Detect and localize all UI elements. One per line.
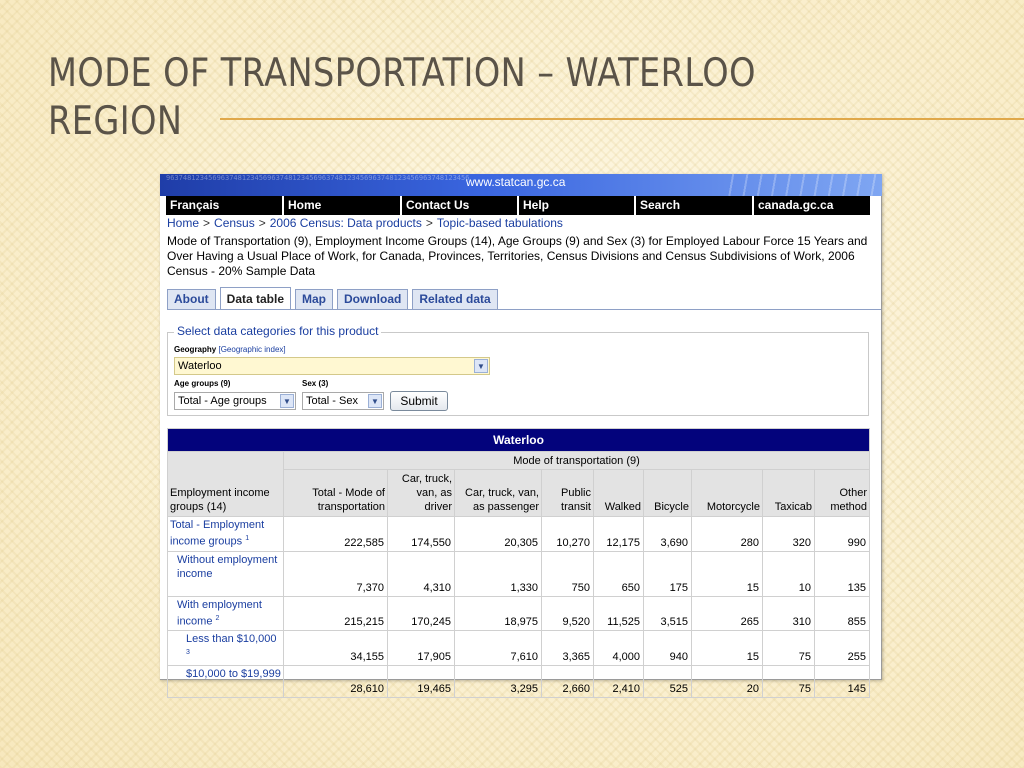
table-cell: 34,155 [284, 631, 388, 666]
product-title: Mode of Transportation (9), Employment Income Groups (14), Age Groups (9) and Sex (3) for Employed Labour Force 15 Years and Over Having a Usual Place of Work, for Canada, Provinces, Territories, Census Divisions and Census Subdivisions of Work, 2006 Census - 20% Sample Data [167, 234, 868, 278]
nav-search[interactable]: Search [636, 196, 754, 215]
column-header: Public transit [542, 470, 594, 517]
age-groups-select-value: Total - Age groups [178, 395, 267, 407]
table-cell: 222,585 [284, 517, 388, 552]
age-groups-select[interactable] [174, 392, 296, 410]
nav-help[interactable]: Help [519, 196, 636, 215]
column-header: Motorcycle [692, 470, 763, 517]
geography-label [174, 345, 286, 354]
row-label[interactable] [168, 631, 284, 666]
transportation-data-table [167, 428, 870, 698]
table-cell: 2,410 [594, 665, 644, 697]
table-cell: 3,295 [455, 665, 542, 697]
data-category-selector [167, 324, 869, 416]
table-cell: 18,975 [455, 596, 542, 631]
column-header: Total - Mode of transportation [284, 470, 388, 517]
table-cell: 75 [763, 631, 815, 666]
table-cell: 1,330 [455, 551, 542, 596]
breadcrumb-census[interactable]: Census [214, 216, 255, 230]
column-header: Taxicab [763, 470, 815, 517]
table-cell: 940 [644, 631, 692, 666]
statcan-banner [160, 174, 882, 196]
table-cell: 215,215 [284, 596, 388, 631]
table-cell: 7,610 [455, 631, 542, 666]
breadcrumb-separator: > [425, 216, 433, 230]
tab-about[interactable]: About [167, 289, 216, 309]
chevron-down-icon: ▼ [474, 359, 488, 373]
table-cell: 990 [815, 517, 870, 552]
table-row [168, 631, 870, 666]
table-cell: 11,525 [594, 596, 644, 631]
table-cell: 750 [542, 551, 594, 596]
tab-underline [167, 309, 881, 310]
table-cell: 4,000 [594, 631, 644, 666]
table-cell: 15 [692, 631, 763, 666]
sex-select[interactable] [302, 392, 384, 410]
chevron-down-icon: ▼ [368, 394, 382, 408]
breadcrumb-separator: > [203, 216, 211, 230]
column-header: Other method [815, 470, 870, 517]
table-cell: 310 [763, 596, 815, 631]
tab-data-table[interactable]: Data table [220, 287, 291, 309]
nav-contact-us[interactable]: Contact Us [402, 196, 519, 215]
row-label[interactable] [168, 596, 284, 631]
table-cell: 855 [815, 596, 870, 631]
tab-related-data[interactable]: Related data [412, 289, 497, 309]
table-row [168, 551, 870, 596]
row-label-text: Without employment income [177, 553, 278, 580]
table-geography-header: Waterloo [168, 429, 870, 452]
table-cell: 12,175 [594, 517, 644, 552]
table-cell: 75 [763, 665, 815, 697]
table-cell: 175 [644, 551, 692, 596]
table-cell: 10 [763, 551, 815, 596]
breadcrumb-data-products[interactable]: 2006 Census: Data products [269, 216, 422, 230]
sex-label: Sex (3) [302, 379, 329, 388]
table-cell: 265 [692, 596, 763, 631]
row-label[interactable] [168, 665, 284, 697]
footnote-marker[interactable]: 1 [245, 535, 250, 542]
breadcrumb-home[interactable]: Home [167, 216, 200, 230]
chevron-down-icon: ▼ [280, 394, 294, 408]
top-navigation [166, 196, 870, 215]
row-label-text: $10,000 to $19,999 [186, 667, 281, 680]
table-cell: 15 [692, 551, 763, 596]
nav-francais[interactable]: Français [166, 196, 284, 215]
footnote-marker[interactable]: 3 [186, 649, 190, 657]
breadcrumb [167, 216, 563, 230]
breadcrumb-topic-tabulations[interactable]: Topic-based tabulations [436, 216, 563, 230]
title-divider [220, 118, 1024, 120]
table-cell: 19,465 [388, 665, 455, 697]
table-cell: 135 [815, 551, 870, 596]
sex-select-value: Total - Sex [306, 395, 358, 407]
table-cell: 28,610 [284, 665, 388, 697]
table-cell: 280 [692, 517, 763, 552]
table-cell: 9,520 [542, 596, 594, 631]
row-label-text: With employment income [177, 598, 262, 628]
table-cell: 7,370 [284, 551, 388, 596]
selector-legend: Select data categories for this product [174, 324, 381, 338]
table-cell: 145 [815, 665, 870, 697]
footnote-marker[interactable]: 2 [215, 614, 220, 622]
tab-map[interactable]: Map [295, 289, 333, 309]
tab-bar [167, 289, 502, 309]
table-cell: 3,365 [542, 631, 594, 666]
breadcrumb-separator: > [258, 216, 266, 230]
geography-label-text: Geography [174, 345, 217, 354]
row-label[interactable] [168, 517, 284, 552]
tab-download[interactable]: Download [337, 289, 408, 309]
banner-decoration [720, 174, 882, 196]
stub-header: Employment income groups (14) [168, 452, 284, 517]
table-cell: 20 [692, 665, 763, 697]
submit-button[interactable]: Submit [390, 391, 448, 411]
table-cell: 20,305 [455, 517, 542, 552]
browser-screenshot [160, 174, 882, 695]
table-cell: 3,690 [644, 517, 692, 552]
geography-select[interactable] [174, 357, 490, 375]
row-label-text: Less than $10,000 [186, 633, 277, 646]
nav-canada-gc-ca[interactable]: canada.gc.ca [758, 198, 834, 212]
column-header: Car, truck, van, as driver [388, 470, 455, 517]
banner-digit-pattern: 963748123456963748123456963748123456963748123456963748123456963748123456 [166, 174, 470, 182]
table-row [168, 665, 870, 697]
table-cell: 170,245 [388, 596, 455, 631]
column-header: Car, truck, van, as passenger [455, 470, 542, 517]
table-cell: 320 [763, 517, 815, 552]
table-row [168, 596, 870, 631]
table-cell: 525 [644, 665, 692, 697]
table-cell: 4,310 [388, 551, 455, 596]
row-label-text: Total - Employment income groups [170, 519, 265, 548]
age-groups-label: Age groups (9) [174, 379, 231, 388]
table-cell: 2,660 [542, 665, 594, 697]
table-cell: 174,550 [388, 517, 455, 552]
table-cell: 255 [815, 631, 870, 666]
table-cell: 650 [594, 551, 644, 596]
nav-home[interactable]: Home [284, 196, 402, 215]
geography-select-value: Waterloo [178, 360, 222, 372]
mode-header: Mode of transportation (9) [284, 452, 870, 470]
geographic-index-link[interactable]: [Geographic index] [218, 345, 286, 354]
table-cell: 3,515 [644, 596, 692, 631]
row-label[interactable] [168, 551, 284, 596]
table-cell: 17,905 [388, 631, 455, 666]
column-header: Walked [594, 470, 644, 517]
table-row [168, 517, 870, 552]
slide-title: MODE OF TRANSPORTATION – WATERLOO REGION [48, 51, 756, 144]
table-cell: 10,270 [542, 517, 594, 552]
banner-url: www.statcan.gc.ca [466, 175, 566, 189]
column-header: Bicycle [644, 470, 692, 517]
